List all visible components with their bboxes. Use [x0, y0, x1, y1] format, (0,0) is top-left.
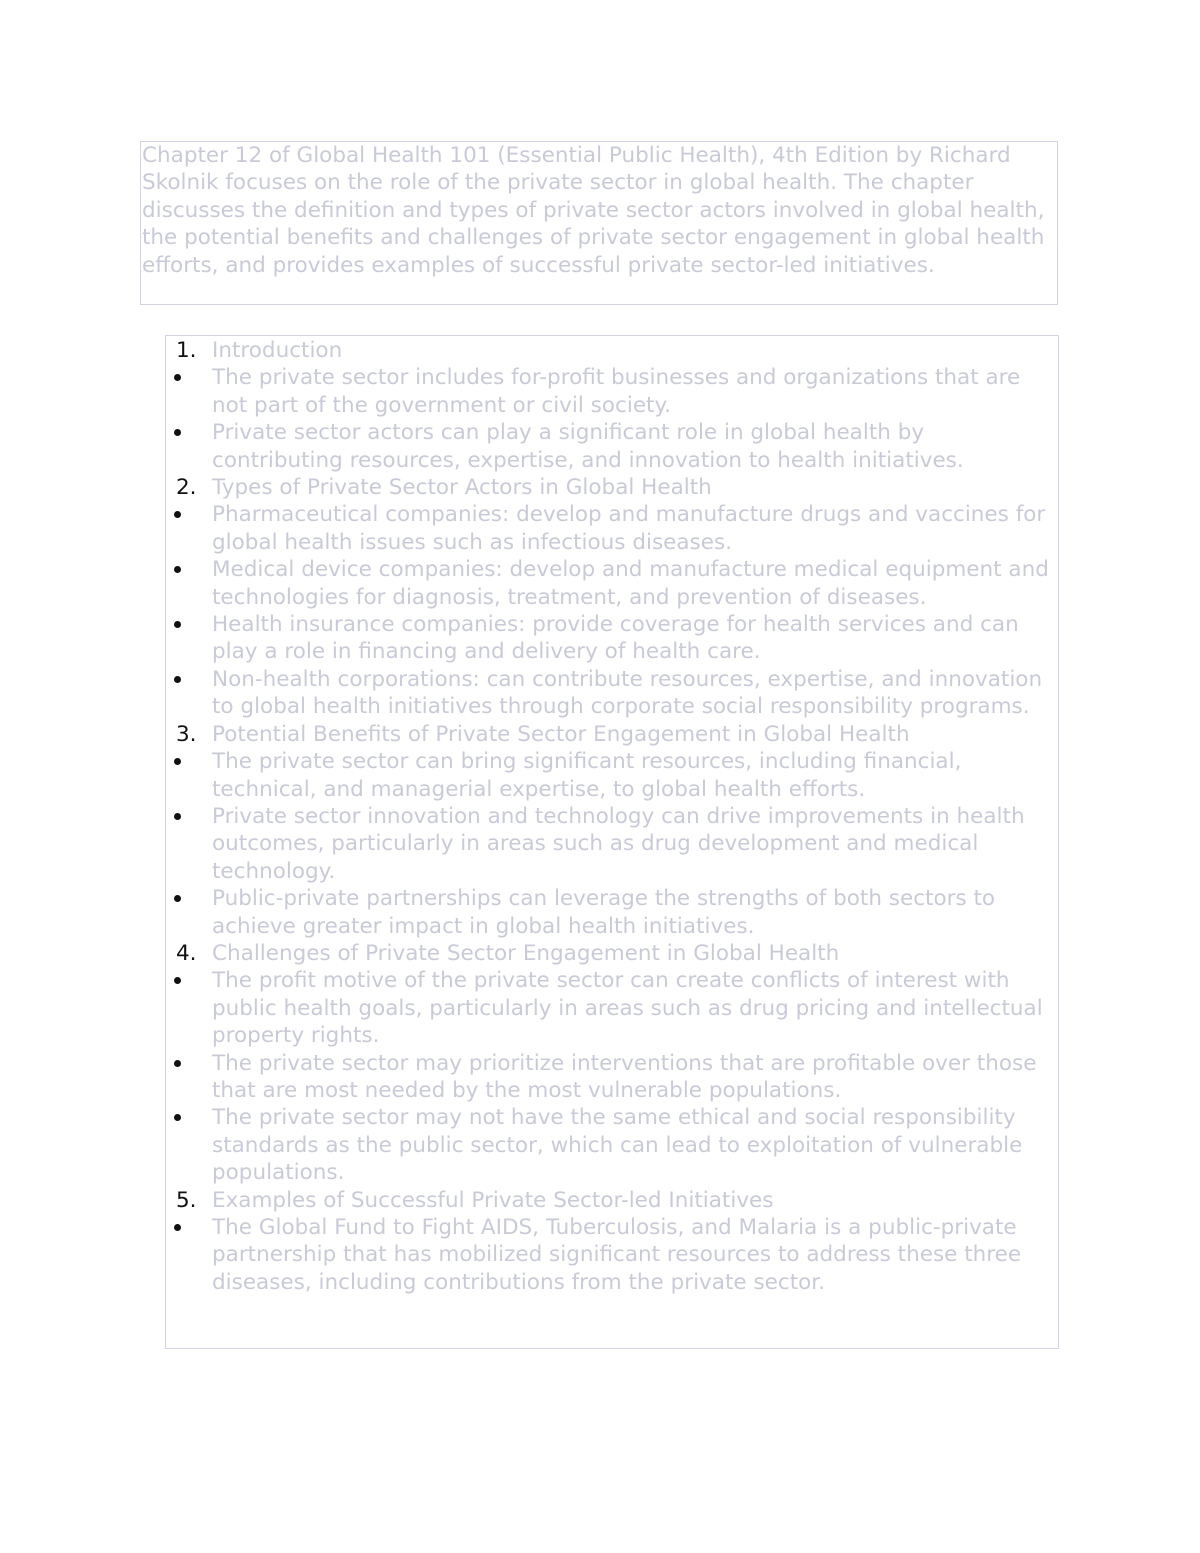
bullet-marker — [166, 967, 212, 994]
list-number: 5. — [176, 1187, 197, 1213]
bullet-item — [166, 556, 1058, 611]
section-heading-item — [166, 337, 1058, 364]
bullet-marker — [166, 611, 212, 638]
bullet-marker — [166, 1104, 212, 1131]
bullet-text: Public-private partnerships can leverage the strengths of both sectors to achieve greater impact in global health initiatives. — [212, 886, 996, 939]
bullet-dot-icon — [174, 621, 181, 628]
section-heading-item — [166, 1187, 1058, 1214]
bullet-text: The Global Fund to Fight AIDS, Tuberculosis, and Malaria is a public-private partnership that has mobilized significant resources to address these three diseases, including contributions from the private sector. — [212, 1215, 1022, 1295]
bullet-item — [166, 364, 1058, 419]
section-heading-item — [166, 474, 1058, 501]
section-heading-text: Examples of Successful Private Sector-led Initiatives — [212, 1187, 774, 1213]
bullet-marker — [166, 501, 212, 528]
bullet-text: The private sector may not have the same ethical and social responsibility standards as the public sector, which can lead to exploitation of vulnerable populations. — [212, 1105, 1023, 1186]
bullet-text: The private sector can bring significant resources, including financial, technical, and managerial expertise, to global health efforts. — [212, 749, 962, 802]
bullet-marker — [166, 1214, 212, 1241]
bullet-marker — [166, 364, 212, 391]
bullet-item — [166, 1050, 1058, 1105]
summary-textbox[interactable] — [140, 141, 1058, 305]
bullet-dot-icon — [174, 1060, 181, 1067]
bullet-item — [166, 611, 1058, 666]
bullet-text: The private sector includes for-profit businesses and organizations that are not part of the government or civil society. — [212, 365, 1021, 418]
bullet-dot-icon — [174, 895, 181, 902]
section-heading-item — [166, 940, 1058, 967]
section-heading-text: Types of Private Sector Actors in Global Health — [212, 475, 712, 501]
bullet-text: Private sector actors can play a significant role in global health by contributing resources, expertise, and innovation to health initiatives. — [212, 420, 964, 473]
list-number: 3. — [176, 721, 197, 747]
bullet-item — [166, 1214, 1058, 1296]
bullet-marker — [166, 1050, 212, 1077]
bullet-dot-icon — [174, 566, 181, 573]
list-number: 4. — [176, 940, 197, 966]
bullet-text: Medical device companies: develop and manufacture medical equipment and technologies for diagnosis, treatment, and prevention of diseases. — [212, 557, 1049, 610]
bullet-marker — [166, 885, 212, 912]
bullet-dot-icon — [174, 1224, 181, 1231]
bullet-marker — [166, 666, 212, 693]
bullet-item — [166, 666, 1058, 721]
bullet-item — [166, 748, 1058, 803]
bullet-text: Health insurance companies: provide coverage for health services and can play a role in financing and delivery of health care. — [212, 612, 1019, 665]
section-heading-text: Potential Benefits of Private Sector Engagement in Global Health — [212, 721, 910, 747]
bullet-text: The private sector may prioritize interventions that are profitable over those that are most needed by the most vulnerable populations. — [212, 1050, 1037, 1103]
bullet-marker — [166, 803, 212, 830]
bullet-item — [166, 967, 1058, 1049]
bullet-dot-icon — [174, 977, 181, 984]
bullet-marker — [166, 419, 212, 446]
section-heading-item — [166, 721, 1058, 748]
outline-textbox[interactable] — [165, 335, 1059, 1349]
list-number: 2. — [176, 475, 197, 501]
bullet-dot-icon — [174, 374, 181, 381]
bullet-item — [166, 419, 1058, 474]
bullet-marker — [166, 556, 212, 583]
bullet-marker — [166, 748, 212, 775]
bullet-item — [166, 803, 1058, 885]
section-heading-text: Introduction — [212, 338, 343, 363]
bullet-dot-icon — [174, 429, 181, 436]
bullet-item — [166, 501, 1058, 556]
outline-list — [166, 336, 1058, 1296]
bullet-dot-icon — [174, 813, 181, 820]
bullet-dot-icon — [174, 758, 181, 765]
bullet-item — [166, 885, 1058, 940]
list-number: 1. — [176, 338, 197, 363]
bullet-text: The profit motive of the private sector can create conflicts of interest with public health goals, particularly in areas such as drug pricing and intellectual property rights. — [212, 968, 1043, 1049]
summary-text: Chapter 12 of Global Health 101 (Essential Public Health), 4th Edition by Richard Skolnik focuses on the role of the private sector in global health. The chapter discusses the definition and types of private sector actors involved in global health, the potential benefits and challenges of private sector engagement in global health efforts, and provides examples of successful private sector-led initiatives. — [142, 143, 1045, 278]
bullet-dot-icon — [174, 676, 181, 683]
bullet-item — [166, 1104, 1058, 1186]
bullet-text: Non-health corporations: can contribute resources, expertise, and innovation to global health initiatives through corporate social responsibility programs. — [212, 666, 1043, 720]
bullet-text: Private sector innovation and technology can drive improvements in health outcomes, particularly in areas such as drug development and medical technology. — [212, 803, 1025, 884]
bullet-dot-icon — [174, 511, 181, 518]
bullet-dot-icon — [174, 1114, 181, 1121]
section-heading-text: Challenges of Private Sector Engagement in Global Health — [212, 940, 840, 966]
bullet-text: Pharmaceutical companies: develop and manufacture drugs and vaccines for global health issues such as infectious diseases. — [212, 502, 1046, 555]
